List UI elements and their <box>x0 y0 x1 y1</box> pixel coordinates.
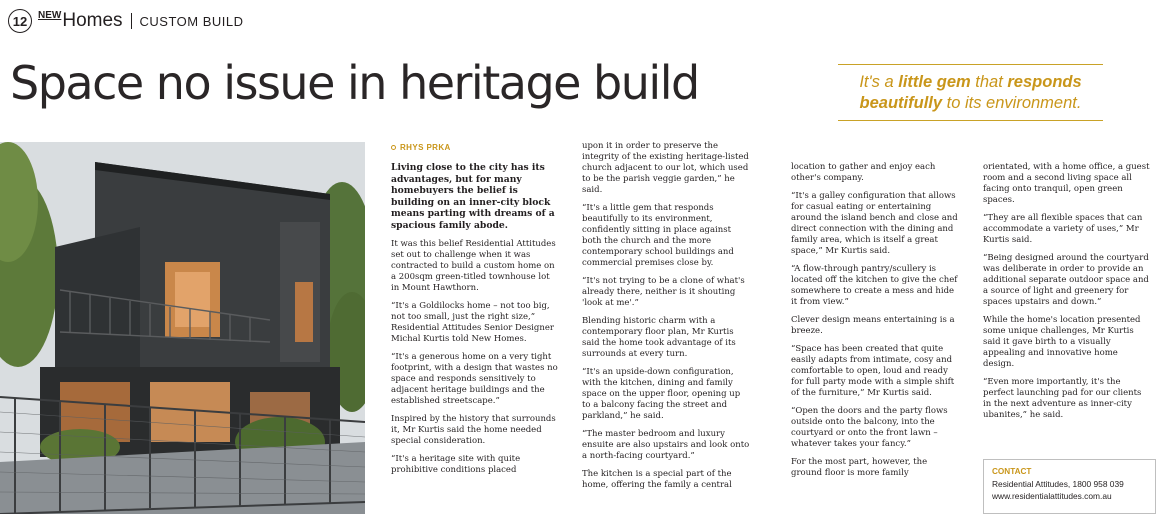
byline-author: RHYS PRKA <box>400 143 451 152</box>
brand-new: NEW <box>38 10 62 21</box>
article-paragraph: Clever design means entertaining is a breeze. <box>791 315 955 336</box>
article-paragraph: location to gather and enjoy each other's company. <box>791 162 936 183</box>
byline-dot-icon <box>391 145 396 150</box>
article-column-2 <box>582 141 750 498</box>
pull-quote-emphasis: beautifully <box>859 94 943 112</box>
article-paragraph: upon it in order to preserve the integrity of the existing heritage-listed church adjacent to our lot, which used to be the parish veggie garden,” he said. <box>582 141 749 195</box>
article-paragraph: “A flow-through pantry/scullery is located off the kitchen to give the chef somewhere to create a mess and hide it from view.” <box>791 264 958 307</box>
article-paragraph: “It's a Goldilocks home – not too big, not too small, just the right size,” Residential Attitudes Senior Designer Michal Kurtis told New Homes. <box>391 300 554 344</box>
article-paragraph: “It's a generous home on a very tight footprint, with a design that wastes no space and responds sensitively to adjacent heritage buildings and the established streetscape.” <box>391 351 558 406</box>
article-paragraph: Blending historic charm with a contemporary floor plan, Mr Kurtis said the home took advantage of its surrounds at every turn. <box>582 316 736 359</box>
article-paragraph: “It's a galley configuration that allows for casual eating or entertaining around the island bench and close and direct connection with the dining and family area, which is itself a great space,” Mr Kurtis said. <box>791 191 958 256</box>
byline <box>391 143 451 152</box>
article-paragraph: The kitchen is a special part of the home, offering the family a central <box>582 469 732 490</box>
pull-quote-emphasis: little gem <box>898 73 971 91</box>
contact-label: CONTACT <box>992 467 1032 476</box>
article-paragraph: “Open the doors and the party flows outside onto the balcony, into the courtyard or onto the front lawn – whatever takes your fancy.” <box>791 406 948 449</box>
article-paragraph: For the most part, however, the ground floor is more family <box>791 457 928 478</box>
article-paragraph: “The master bedroom and luxury ensuite are also upstairs and look onto a north-facing courtyard.” <box>582 429 750 461</box>
article-paragraph: “It's not trying to be a clone of what's already there, neither is it shouting 'look at me'.” <box>582 276 745 308</box>
page-header <box>8 8 244 34</box>
article-lede: Living close to the city has its advantages, but for many homebuyers the belief is building on an inner-city block means parting with dreams of a spacious family abode. <box>391 162 555 231</box>
article-paragraph: “They are all flexible spaces that can accommodate a variety of uses,” Mr Kurtis said. <box>983 213 1143 245</box>
article-paragraph: Inspired by the history that surrounds it, Mr Kurtis said the home needed special consideration. <box>391 413 556 446</box>
header-divider <box>131 13 132 29</box>
article-column-1 <box>391 162 559 483</box>
article-paragraph: orientated, with a home office, a guest room and a second living space all facing onto tranquil, open green spaces. <box>983 162 1150 205</box>
contact-company-phone: Residential Attitudes, 1800 958 039 <box>992 479 1124 489</box>
article-paragraph: “Space has been created that quite easily adapts from intimate, cosy and comfortable to open, loud and ready for full party mode with a simple shift of the furniture,” Mr Kurtis said. <box>791 344 955 398</box>
headline: Space no issue in heritage build <box>10 56 699 110</box>
pull-quote-text: to its environment. <box>942 94 1082 112</box>
brand-homes: Homes <box>62 10 123 31</box>
pull-quote-text: It's a <box>859 73 899 91</box>
pull-quote-text: that <box>970 73 1008 91</box>
house-photo <box>0 142 365 514</box>
article-paragraph: “Even more importantly, it's the perfect launching pad for our clients in the next adventure as inner-city ubanites,” he said. <box>983 377 1142 420</box>
page-number: 12 <box>8 9 32 33</box>
article-paragraph: While the home's location presented some unique challenges, Mr Kurtis said it gave birth to a visually appealing and innovative home design. <box>983 315 1141 369</box>
article-column-4 <box>983 162 1151 428</box>
section-title: CUSTOM BUILD <box>139 13 244 29</box>
pull-quote <box>838 64 1103 121</box>
pull-quote-emphasis: responds <box>1007 73 1082 91</box>
contact-box <box>983 459 1156 514</box>
contact-website[interactable]: www.residentialattitudes.com.au <box>992 491 1112 501</box>
article-paragraph: “It's a heritage site with quite prohibitive conditions placed <box>391 453 521 475</box>
article-paragraph: “Being designed around the courtyard was deliberate in order to provide an additional separate outdoor space and a source of light and greenery for spaces upstairs and down.” <box>983 253 1149 307</box>
article-paragraph: It was this belief Residential Attitudes set out to challenge when it was contracted to build a custom home on a 200sqm green-titled townhouse lot in Mount Hawthorn. <box>391 238 556 293</box>
article-paragraph: “It's a little gem that responds beautifully to its environment, confidently sitting in place against both the church and the more contemporary school buildings and commercial premises close by. <box>582 203 734 268</box>
article-column-3 <box>791 162 959 486</box>
article-paragraph: “It's an upside-down configuration, with the kitchen, dining and family space on the upper floor, opening up to a balcony facing the street and parkland,” he said. <box>582 367 741 421</box>
